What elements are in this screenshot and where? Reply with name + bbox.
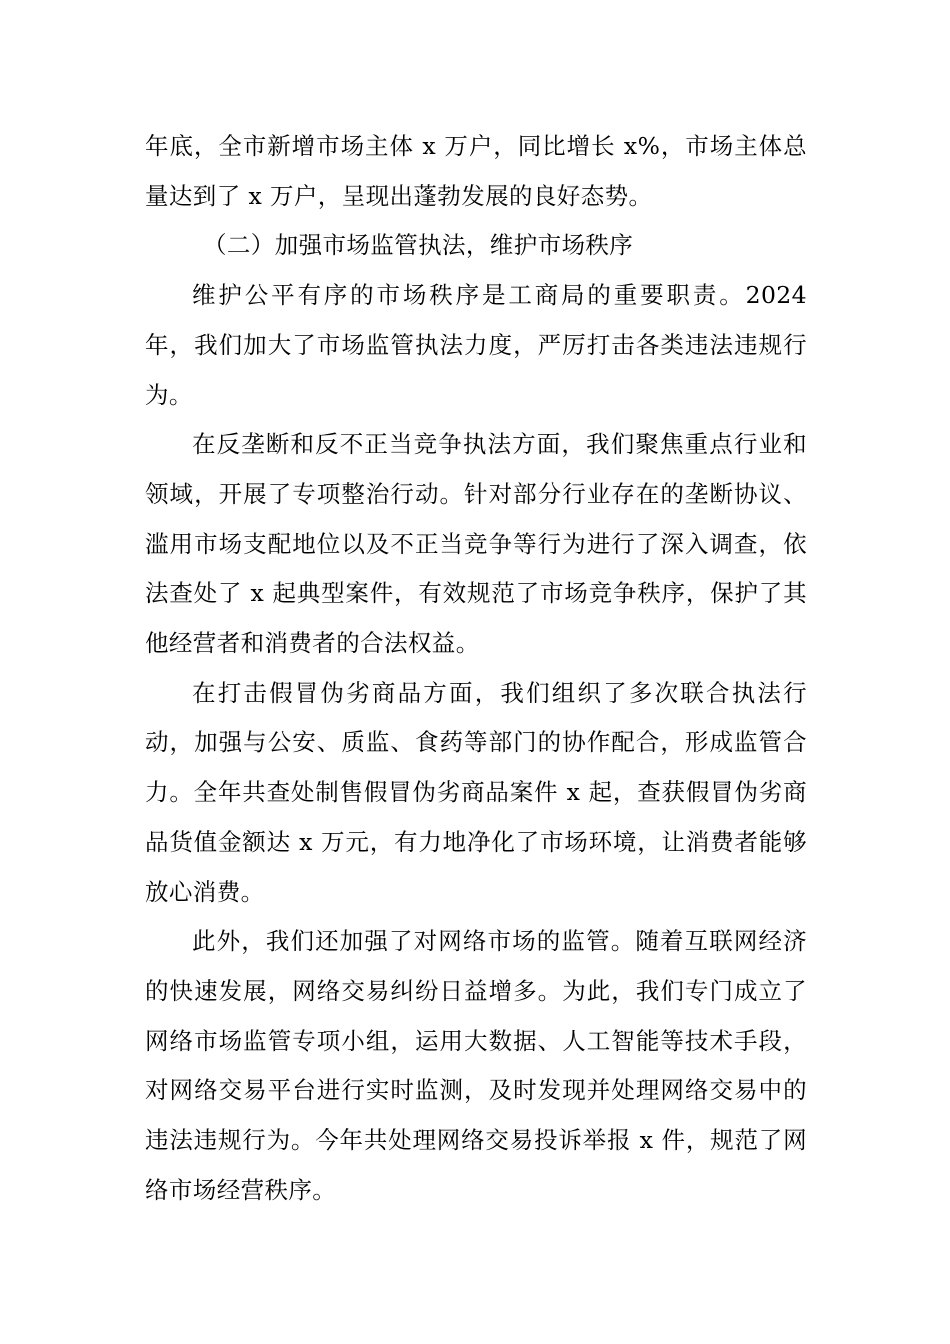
paragraph-online-market: 此外，我们还加强了对网络市场的监管。随着互联网经济的快速发展，网络交易纠纷日益增多。为此，我们专门成立了网络市场监管专项小组，运用大数据、人工智能等技术手段，对网络交易平台进行实时监测，及时发现并处理网络交易中的违法违规行为。今年共处理网络交易投诉举报 x 件，规范了网络市场经营秩序。 <box>145 927 807 1204</box>
paragraph-continuation: 年底，全市新增市场主体 x 万户，同比增长 x%，市场主体总量达到了 x 万户，呈现出蓬勃发展的良好态势。 <box>145 132 807 210</box>
section-heading: （二）加强市场监管执法，维护市场秩序 <box>203 231 634 260</box>
paragraph-antitrust: 在反垄断和反不正当竞争执法方面，我们聚焦重点行业和领域，开展了专项整治行动。针对部分行业存在的垄断协议、滥用市场支配地位以及不正当竞争等行为进行了深入调查，依法查处了 x 起典型案件，有效规范了市场竞争秩序，保护了其他经营者和消费者的合法权益。 <box>145 430 807 658</box>
document-body <box>145 122 807 1215</box>
paragraph-market-order: 维护公平有序的市场秩序是工商局的重要职责。2024 年，我们加大了市场监管执法力度，严厉打击各类违法违规行为。 <box>145 281 807 409</box>
paragraph-counterfeit: 在打击假冒伪劣商品方面，我们组织了多次联合执法行动，加强与公安、质监、食药等部门的协作配合，形成监管合力。全年共查处制售假冒伪劣商品案件 x 起，查获假冒伪劣商品货值金额达 x 万元，有力地净化了市场环境，让消费者能够放心消费。 <box>145 678 807 906</box>
